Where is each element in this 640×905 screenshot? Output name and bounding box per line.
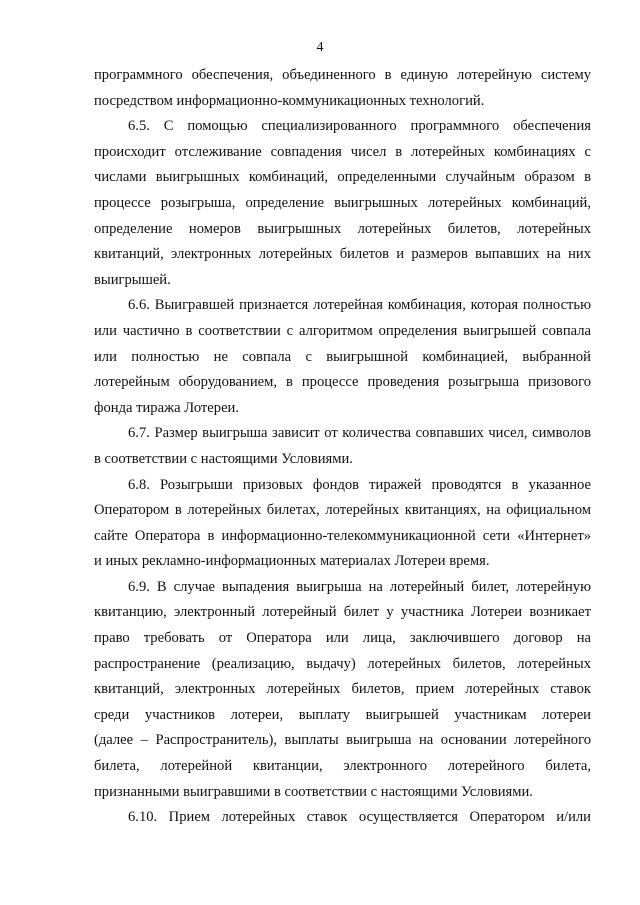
text-line: и иных рекламно-информационных материалах Лотереи время. bbox=[94, 553, 490, 570]
page-number: 4 bbox=[316, 40, 324, 55]
paragraph-6-7 bbox=[94, 421, 591, 472]
text-line: в соответствии с настоящими Условиями. bbox=[94, 450, 353, 467]
text-line: 6.10. Прием лотерейных ставок осуществляется Оператором и/или bbox=[128, 809, 591, 826]
text-line: признанными выигравшими в соответствии с настоящими Условиями. bbox=[94, 783, 533, 800]
text-line: право требовать от Оператора или лица, заключившего договор на bbox=[94, 630, 591, 647]
text-line: среди участников лотереи, выплату выигрышей участникам лотереи bbox=[94, 706, 591, 723]
text-line: или частично в соответствии с алгоритмом определения выигрышей совпала bbox=[94, 322, 591, 339]
text-line: билета, лотерейной квитанции, электронного лотерейного билета, bbox=[94, 758, 591, 775]
text-line: выигрышей. bbox=[94, 271, 171, 288]
text-line: Оператором в лотерейных билетах, лотерейных квитанциях, на официальном bbox=[94, 502, 591, 519]
document-body bbox=[94, 63, 591, 831]
text-line: квитанцию, электронный лотерейный билет у участника Лотереи возникает bbox=[94, 604, 591, 621]
text-line: (далее – Распространитель), выплаты выигрыша на основании лотерейного bbox=[94, 732, 591, 749]
paragraph-6-10 bbox=[94, 805, 591, 831]
text-line: 6.6. Выигравшей признается лотерейная комбинация, которая полностью bbox=[128, 297, 591, 314]
text-line: 6.8. Розыгрыши призовых фондов тиражей проводятся в указанное bbox=[128, 476, 591, 493]
text-line: посредством информационно-коммуникационных технологий. bbox=[94, 92, 485, 109]
paragraph-continuation bbox=[94, 63, 591, 114]
text-line: процессе розыгрыша, определение выигрышных лотерейных комбинаций, bbox=[94, 194, 591, 211]
text-line: определение номеров выигрышных лотерейных билетов, лотерейных bbox=[94, 220, 591, 237]
text-line: лотерейным оборудованием, в процессе проведения розыгрыша призового bbox=[94, 374, 591, 391]
text-line: квитанций, электронных лотерейных билетов и размеров выпавших на них bbox=[94, 246, 591, 263]
text-line: происходит отслеживание совпадения чисел в лотерейных комбинациях с bbox=[94, 143, 591, 160]
paragraph-6-9 bbox=[94, 575, 591, 805]
paragraph-6-6 bbox=[94, 293, 591, 421]
text-line: 6.5. С помощью специализированного программного обеспечения bbox=[128, 118, 591, 135]
paragraph-6-8 bbox=[94, 473, 591, 575]
paragraph-6-5 bbox=[94, 114, 591, 293]
text-line: или полностью не совпала с выигрышной комбинацией, выбранной bbox=[94, 348, 591, 365]
text-line: сайте Оператора в информационно-телекоммуникационной сети «Интернет» bbox=[94, 527, 591, 544]
text-line: 6.7. Размер выигрыша зависит от количества совпавших чисел, символов bbox=[128, 425, 591, 442]
text-line: программного обеспечения, объединенного в единую лотерейную систему bbox=[94, 67, 591, 83]
text-line: распространение (реализацию, выдачу) лотерейных билетов, лотерейных bbox=[94, 655, 591, 672]
text-line: фонда тиража Лотереи. bbox=[94, 399, 240, 416]
text-line: 6.9. В случае выпадения выигрыша на лотерейный билет, лотерейную bbox=[128, 578, 591, 595]
text-line: квитанций, электронных лотерейных билетов, прием лотерейных ставок bbox=[94, 681, 591, 698]
text-line: числами выигрышных комбинаций, определенными случайным образом в bbox=[94, 169, 591, 186]
